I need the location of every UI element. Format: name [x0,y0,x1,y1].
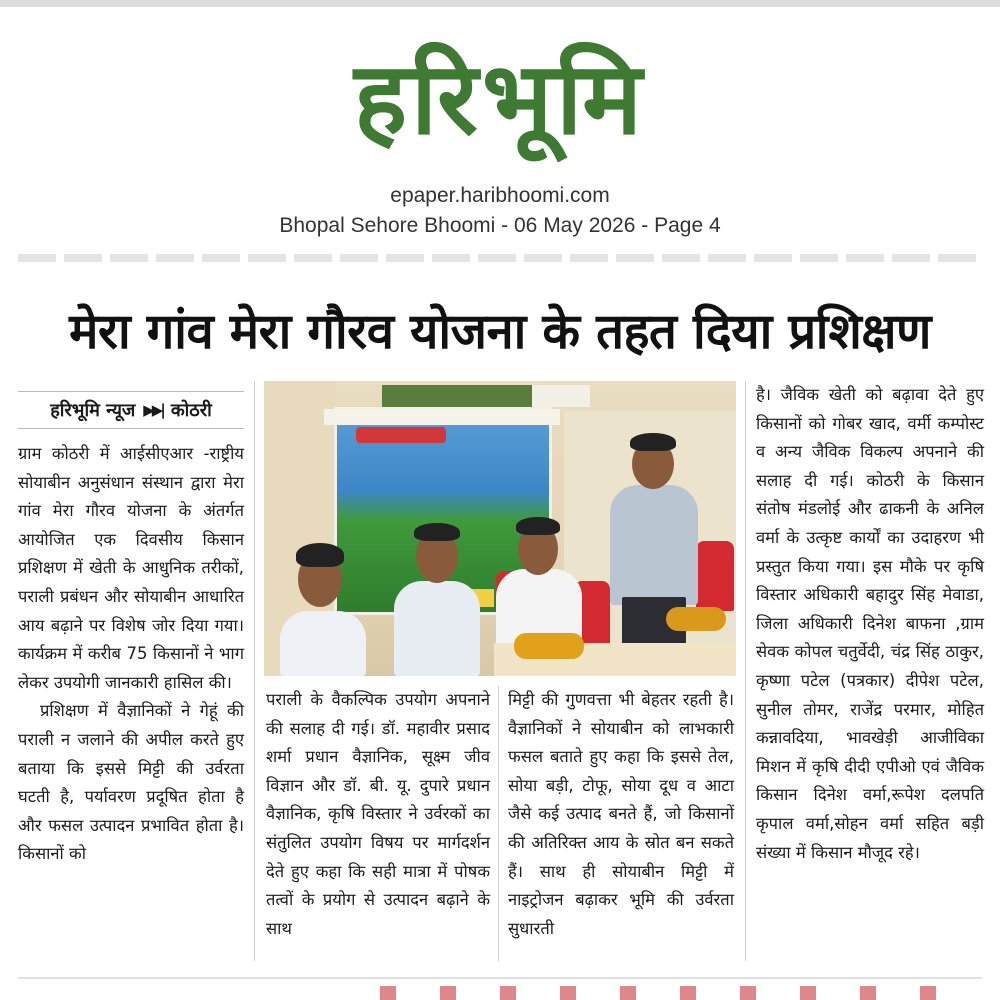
byline-source: हरिभूमि न्यूज [50,400,136,421]
article-headline: मेरा गांव मेरा गौरव योजना के तहत दिया प्रशिक्षण [69,303,931,360]
edition-line [0,214,1000,238]
article-column-1 [18,440,244,869]
article-paragraph: प्रशिक्षण में वैज्ञानिकों ने गेहूं की पराली न जलाने की अपील करते हुए बताया कि इससे मिट्टी की उर्वरता घटती है, पर्यावरण प्रदूषित होता है और फसल उत्पादन प्रभावित होता है। किसानों को [18,701,244,864]
epaper-url[interactable]: epaper.haribhoomi.com [390,184,610,207]
bottom-rule [18,977,982,979]
column-divider [745,381,746,961]
column-divider [498,686,499,961]
column-divider [254,381,255,961]
article-column-2: पराली के वैकल्पिक उपयोग अपनाने की सलाह दी गई। डॉ. महावीर प्रसाद शर्मा प्रधान वैज्ञानिक, सूक्ष्म जीव विज्ञान और डॉ. बी. यू. दुपारे प्रधान वैज्ञानिक, कृषि विस्तार ने उर्वरकों का संतुलित उपयोग विषय पर मार्गदर्शन देते हुए कहा कि सही मात्रा में पोषक तत्वों के प्रयोग से उत्पादन बढ़ाने के साथ [266,690,490,938]
byline-place: कोठरी [170,400,212,421]
edition-text: Bhopal Sehore Bhoomi - 06 May 2026 - Page 4 [279,214,721,237]
news-photo [264,381,736,676]
faint-rule [18,254,982,262]
next-article-fragment [380,986,980,1000]
top-strip [0,0,1000,7]
masthead-logo: हरिभूमि [354,40,646,157]
byline-arrow-icon: ▶▶| [143,401,163,419]
byline [18,391,244,429]
article-column-3: मिट्टी की गुणवत्ता भी बेहतर रहती है। वैज्ञानिकों ने सोयाबीन को लाभकारी फसल बताते हुए कहा कि इससे तेल, सोया बड़ी, टोफू, सोया दूध व आटा जैसे कई उत्पाद बनते हैं, जो किसानों की अतिरिक्त आय के स्रोत बन सकते हैं। साथ ही सोयाबीन मिट्टी में नाइट्रोजन बढ़ाकर भूमि की उर्वरता सुधारती [508,690,734,938]
article-column-4: है। जैविक खेती को बढ़ावा देते हुए किसानों को गोबर खाद, वर्मी कम्पोस्ट व अन्य जैविक विकल्प अपनाने की सलाह दी गई। कोठरी के किसान संतोष मंडलोई और ढाकनी के अनिल वर्मा के उत्कृष्ट कार्यों का उदाहरण भी प्रस्तुत किया गया। इस मौके पर कृषि विस्तार अधिकारी बहादुर सिंह मेवाडा, जिला अधिकारी दिनेश बाफना ,ग्राम सेवक कोपल चतुर्वेदी, चंद्र सिंह ठाकुर, कृष्णा पटेल (पत्रकार) दीपेश पटेल, सुनील तोमर, राजेंद्र परमार, मोहित कन्नावदिया, भावखेड़ी आजीविका मिशन में कृषि दीदी एपीओ एवं जैविक किसान दिनेश वर्मा,रूपेश दलपति कृपाल वर्मा,सोहन वर्मा सहित बड़ी संख्या में किसान मौजूद रहे। [756,385,984,862]
article-paragraph: ग्राम कोठरी में आईसीएआर -राष्ट्रीय सोयाबीन अनुसंधान संस्थान द्वारा मेरा गांव मेरा गौरव योजना के अंतर्गत आयोजित एक दिवसीय किसान प्रशिक्षण में खेती के आधुनिक तरीकों, पराली प्रबंधन और सोयाबीन आधारित आय बढ़ाने पर विशेष जोर दिया गया। कार्यक्रम में करीब 75 किसानों ने भाग लेकर उपयोगी जानकारी हासिल की। [18,444,244,692]
